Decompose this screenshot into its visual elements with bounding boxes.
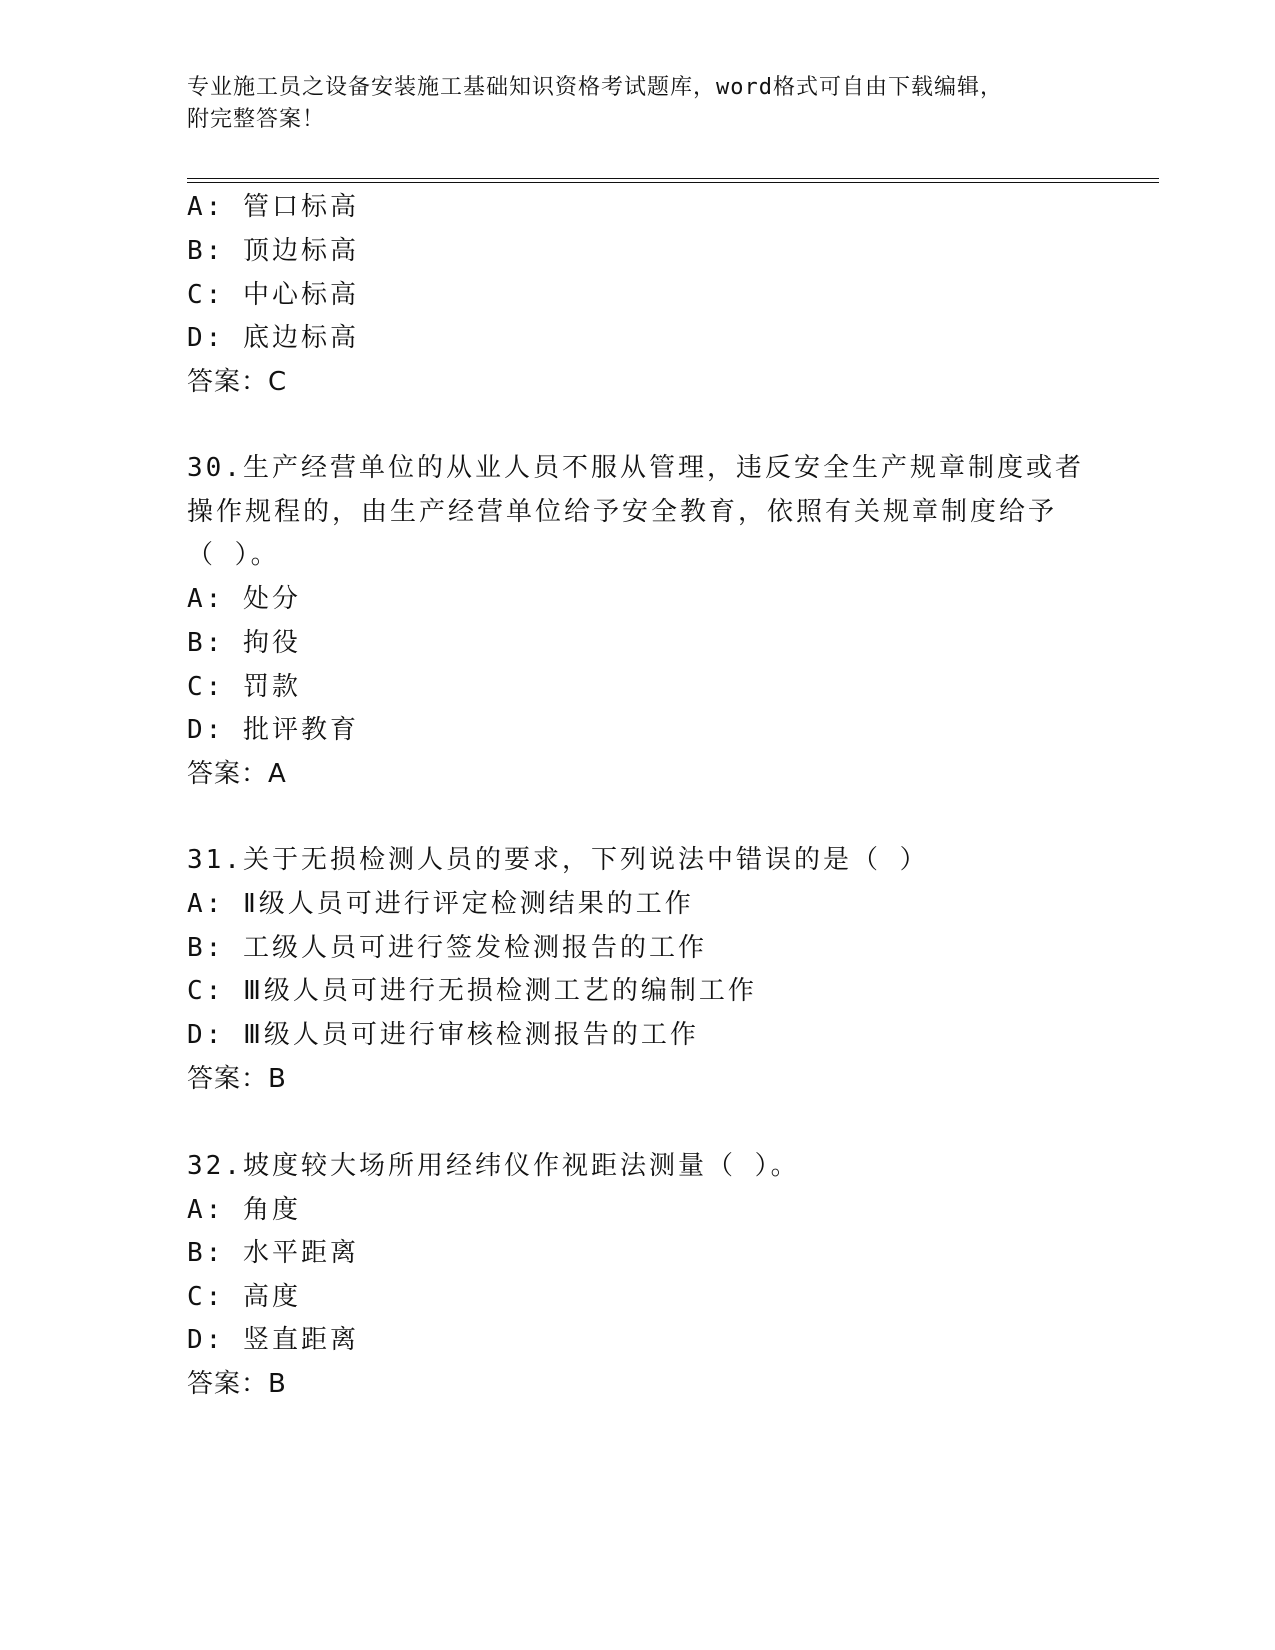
q32-option-d: D: 竖直距离 [187, 1325, 359, 1355]
q29-option-c: C: 中心标高 [187, 280, 359, 310]
document-header [187, 72, 1087, 136]
q31-answer: 答案：B [187, 1064, 287, 1094]
q29-option-d: D: 底边标高 [187, 323, 359, 353]
q31-option-c: C: Ⅲ级人员可进行无损检测工艺的编制工作 [187, 976, 757, 1006]
q30-option-d: D: 批评教育 [187, 715, 359, 745]
q29-option-b: B: 顶边标高 [187, 236, 359, 266]
q30-answer: 答案：A [187, 759, 287, 789]
q30-option-c: C: 罚款 [187, 672, 301, 702]
q30-stem-line-1: 30.生产经营单位的从业人员不服从管理，违反安全生产规章制度或者 [187, 453, 1084, 483]
q32-option-a: A: 角度 [187, 1195, 301, 1225]
q30-stem-line-3: （ ）。 [187, 540, 280, 570]
q30-stem-line-2: 操作规程的，由生产经营单位给予安全教育，依照有关规章制度给予 [187, 497, 1058, 527]
header-line-1: 专业施工员之设备安装施工基础知识资格考试题库，word格式可自由下载编辑， [187, 75, 1003, 100]
q31-stem: 31.关于无损检测人员的要求，下列说法中错误的是（ ） [187, 845, 929, 875]
header-divider [187, 178, 1159, 183]
q32-option-c: C: 高度 [187, 1282, 301, 1312]
q30-option-a: A: 处分 [187, 584, 301, 614]
q29-answer: 答案：C [187, 367, 288, 397]
header-line-2: 附完整答案！ [187, 107, 326, 132]
q32-answer: 答案：B [187, 1369, 287, 1399]
q30-option-b: B: 拘役 [187, 628, 301, 658]
q32-stem: 32.坡度较大场所用经纬仪作视距法测量（ ）。 [187, 1151, 800, 1181]
q31-option-a: A: Ⅱ级人员可进行评定检测结果的工作 [187, 889, 694, 919]
q29-option-a: A: 管口标高 [187, 192, 359, 222]
q31-option-d: D: Ⅲ级人员可进行审核检测报告的工作 [187, 1020, 699, 1050]
q32-option-b: B: 水平距离 [187, 1238, 359, 1268]
q31-option-b: B: 工级人员可进行签发检测报告的工作 [187, 933, 707, 963]
